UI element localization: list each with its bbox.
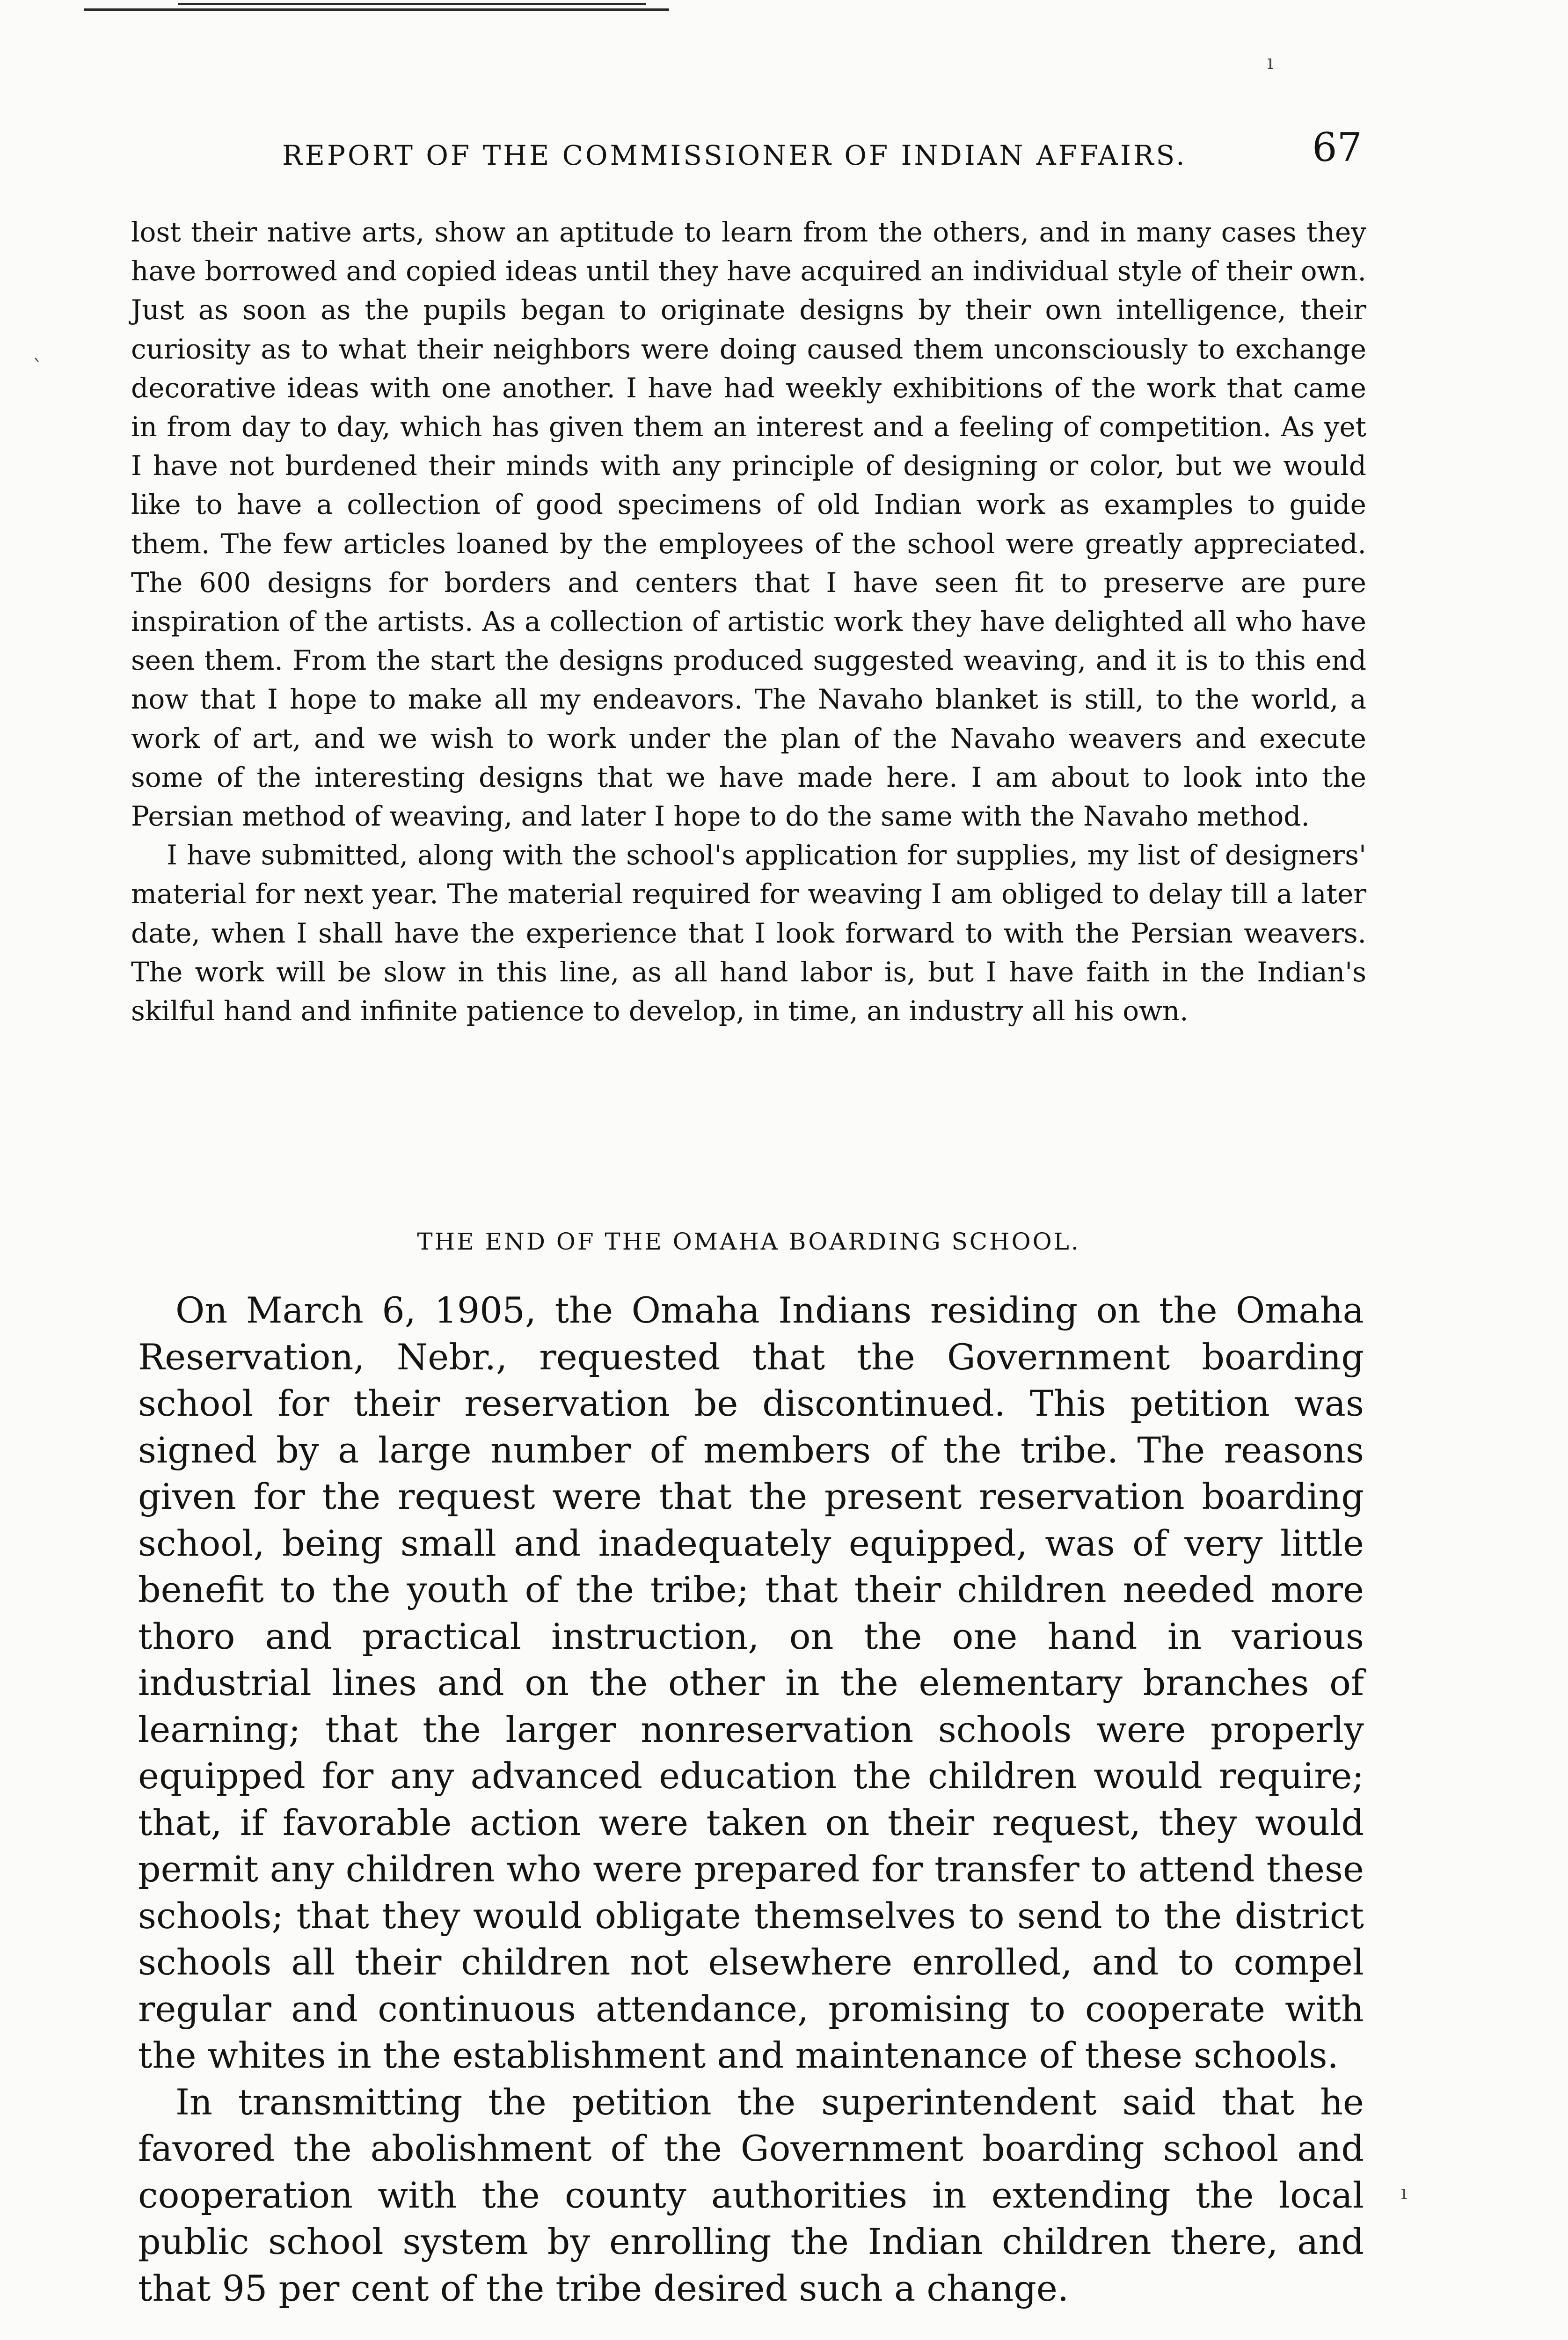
header-title: REPORT OF THE COMMISSIONER OF INDIAN AFFAIRS. xyxy=(282,139,1187,171)
scan-edge-line xyxy=(178,3,646,5)
margin-tick-mark: ı xyxy=(1401,2181,1408,2204)
body-text-large xyxy=(138,1287,1364,2311)
body-text-small xyxy=(131,213,1366,1031)
paragraph: In transmitting the petition the superintendent said that he favored the abolishment of the Government boarding school and cooperation with the county authorities in extending the local public school system by enrolling the Indian children there, and that 95 per cent of the tribe desired such a change. xyxy=(138,2081,1364,2309)
scan-edge-line xyxy=(84,8,669,11)
paragraph: lost their native arts, show an aptitude to learn from the others, and in many cases they have borrowed and copied ideas until they have acquired an individual style of their own. Just as soon as the pupils began to originate designs by their own intelligence, their curiosity as to what their neighbors were doing caused them unconsciously to exchange decorative ideas with one another. I have had weekly exhibitions of the work that came in from day to day, which has given them an interest and a feeling of competition. As yet I have not burdened their minds with any principle of designing or color, but we would like to have a collection of good specimens of old Indian work as examples to guide them. The few articles loaned by the employees of the school were greatly appreciated. The 600 designs for borders and centers that I have seen fit to preserve are pure inspiration of the artists. As a collection of artistic work they have delighted all who have seen them. From the start the designs produced suggested weaving, and it is to this end now that I hope to make all my endeavors. The Navaho blanket is still, to the world, a work of art, and we wish to work under the plan of the Navaho weavers and execute some of the interesting designs that we have made here. I am about to look into the Persian method of weaving, and later I hope to do the same with the Navaho method. xyxy=(131,216,1366,833)
paragraph: On March 6, 1905, the Omaha Indians residing on the Omaha Reservation, Nebr., requested that the Government boarding school for their reservation be discontinued. This petition was signed by a large number of members of the tribe. The reasons given for the request were that the present reservation boarding school, being small and inadequately equipped, was of very little benefit to the youth of the tribe; that their children needed more thoro and practical instruction, on the one hand in various industrial lines and on the other in the elementary branches of learning; that the larger nonreservation schools were properly equipped for any advanced education the children would require; that, if favorable action were taken on their request, they would permit any children who were prepared for transfer to attend these schools; that they would obligate themselves to send to the district schools all their children not elsewhere enrolled, and to compel regular and continuous attendance, promising to cooperate with the whites in the establishment and maintenance of these schools. xyxy=(138,1289,1364,2076)
margin-tick-mark: ˋ xyxy=(33,356,43,379)
paragraph: I have submitted, along with the school's application for supplies, my list of designers' material for next year. The material required for weaving I am obliged to delay till a later date, when I shall have the experience that I look forward to with the Persian weavers. The work will be slow in this line, as all hand labor is, but I have faith in the Indian's skilful hand and infinite patience to develop, in time, an industry all his own. xyxy=(131,839,1366,1027)
section-heading: THE END OF THE OMAHA BOARDING SCHOOL. xyxy=(417,1228,1080,1255)
margin-tick-mark: ı xyxy=(1267,51,1274,73)
running-header xyxy=(133,124,1369,181)
page-number: 67 xyxy=(1312,124,1362,170)
